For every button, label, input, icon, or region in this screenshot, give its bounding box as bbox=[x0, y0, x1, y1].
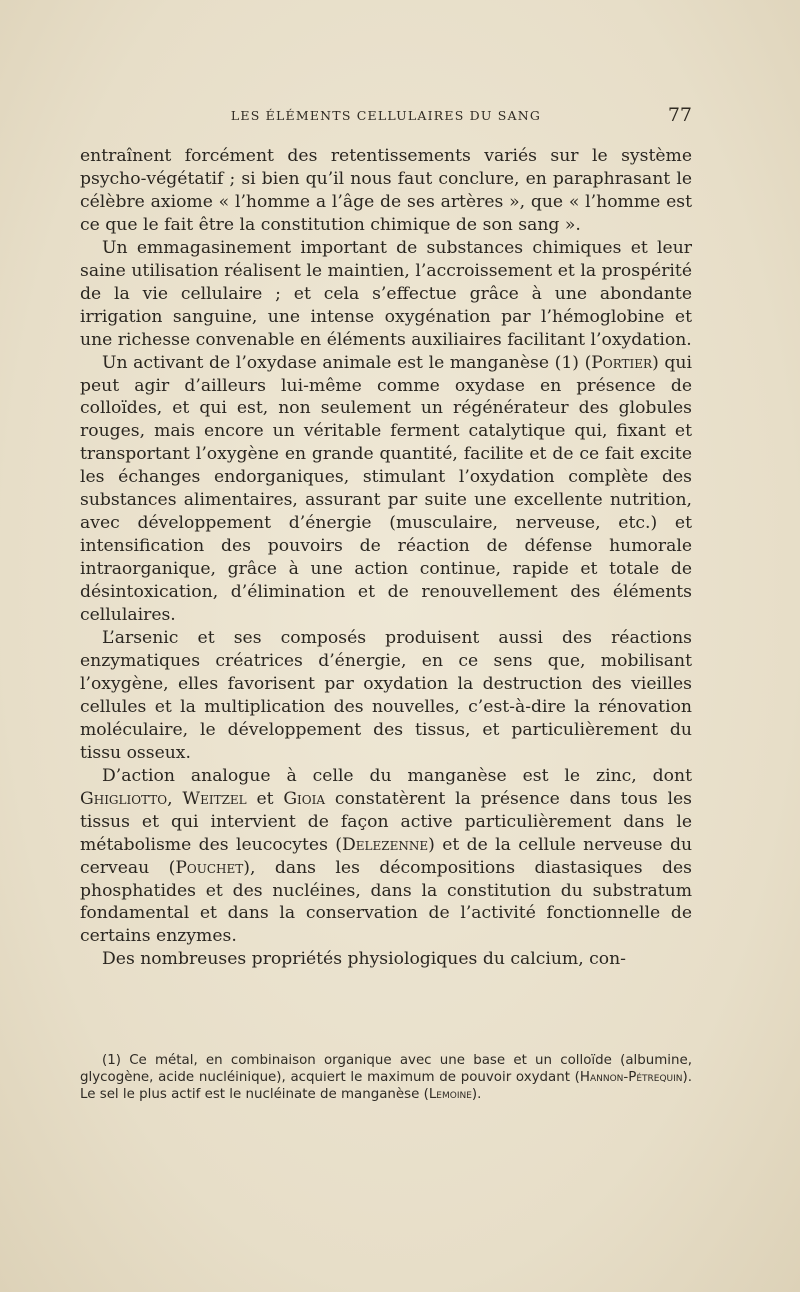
text-run: Un activant de l’oxydase animale est le manganèse (1) ( bbox=[102, 352, 592, 373]
text-run: , bbox=[167, 788, 183, 809]
running-header bbox=[80, 104, 692, 130]
text-run: ) qui peut agir d’ailleurs lui-même comme oxydase en présence de colloïdes, et qui est, non seulement un régénérateur des globules rouges, mais encore un véritable ferment catalytique qui, fixant et transportant l’oxygène en grande quantité, facilite et de ce fait excite les échanges endorganiques, stimulant l’oxydation complète des substances alimentaires, assurant par suite une excellente nutrition, avec développement d’énergie (musculaire, nerveuse, etc.) et intensification des pouvoirs de réaction de défense humorale intraorganique, grâce à une action continue, rapide et totale de désintoxication, d’élimination et de renouvellement des éléments cellulaires. bbox=[80, 352, 692, 626]
footnotes bbox=[80, 1052, 692, 1104]
author-name: Hannon-Pétrequin bbox=[579, 1070, 683, 1086]
text-run: constatèrent la présence dans tous les tissus et qui intervient de façon active particulièrement dans le métabolisme des leucocytes ( bbox=[80, 788, 692, 855]
paragraph-2: Un emmagasinement important de substances chimiques et leur saine utilisation réalisent le maintien, l’accroissement et la prospérité de la vie cellulaire ; et cela s’effectue grâce à une abondante irrigation sanguine, une intense oxygénation par l’hémoglobine et une richesse convenable en éléments auxiliaires facilitant l’oxydation. bbox=[80, 237, 692, 350]
text-run: ). Le sel le plus actif est le nucléinate de manganèse ( bbox=[80, 1070, 692, 1103]
text-run: D’action analogue à celle du manganèse est le zinc, dont bbox=[102, 765, 692, 786]
paragraph-3 bbox=[80, 352, 692, 627]
text-run: ). bbox=[471, 1087, 482, 1103]
footnote-1 bbox=[80, 1052, 692, 1104]
author-name: Delezenne bbox=[342, 834, 429, 855]
paragraph-6: Des nombreuses propriétés physiologiques du calcium, con- bbox=[102, 949, 626, 970]
paragraph-5 bbox=[80, 765, 692, 949]
paragraph-4: L’arsenic et ses composés produisent aussi des réactions enzymatiques créatrices d’énergie, en ce sens que, mobilisant l’oxygène, elles favorisent par oxydation la destruction des vieilles cellules et la multiplication des nouvelles, c’est-à-dire la rénovation moléculaire, le développement des tissus, et particulièrement du tissu osseux. bbox=[80, 628, 692, 763]
text-run: et bbox=[246, 788, 284, 809]
text-run: ), dans les décompositions diastasiques des phosphatides et des nucléines, dans la constitution du substratum fondamental et dans la conservation de l’activité fonctionnelle de certains enzymes. bbox=[80, 857, 692, 947]
paragraph-1: entraînent forcément des retentissements variés sur le système psycho-végétatif ; si bien qu’il nous faut conclure, en paraphrasant le célèbre axiome « l’homme a l’âge de ses artères », que « l’homme est ce que le fait être la constitution chimique de son sang ». bbox=[80, 146, 692, 235]
author-name: Ghigliotto bbox=[80, 788, 168, 809]
author-name: Weitzel bbox=[182, 788, 247, 809]
text-run: (1) Ce métal, en combinaison organique avec une base et un colloïde (albumine, glycogène, acide nucléinique), acquiert le maximum de pouvoir oxydant ( bbox=[80, 1053, 692, 1086]
author-name: Portier bbox=[591, 352, 653, 373]
main-text bbox=[80, 145, 692, 971]
running-title: LES ÉLÉMENTS CELLULAIRES DU SANG bbox=[230, 108, 542, 123]
author-name: Lemoine bbox=[428, 1087, 472, 1103]
text-run: ) et de la cellule nerveuse du cerveau ( bbox=[80, 834, 693, 878]
page-number: 77 bbox=[667, 104, 692, 126]
author-name: Pouchet bbox=[175, 857, 244, 878]
author-name: Gioia bbox=[283, 788, 326, 809]
